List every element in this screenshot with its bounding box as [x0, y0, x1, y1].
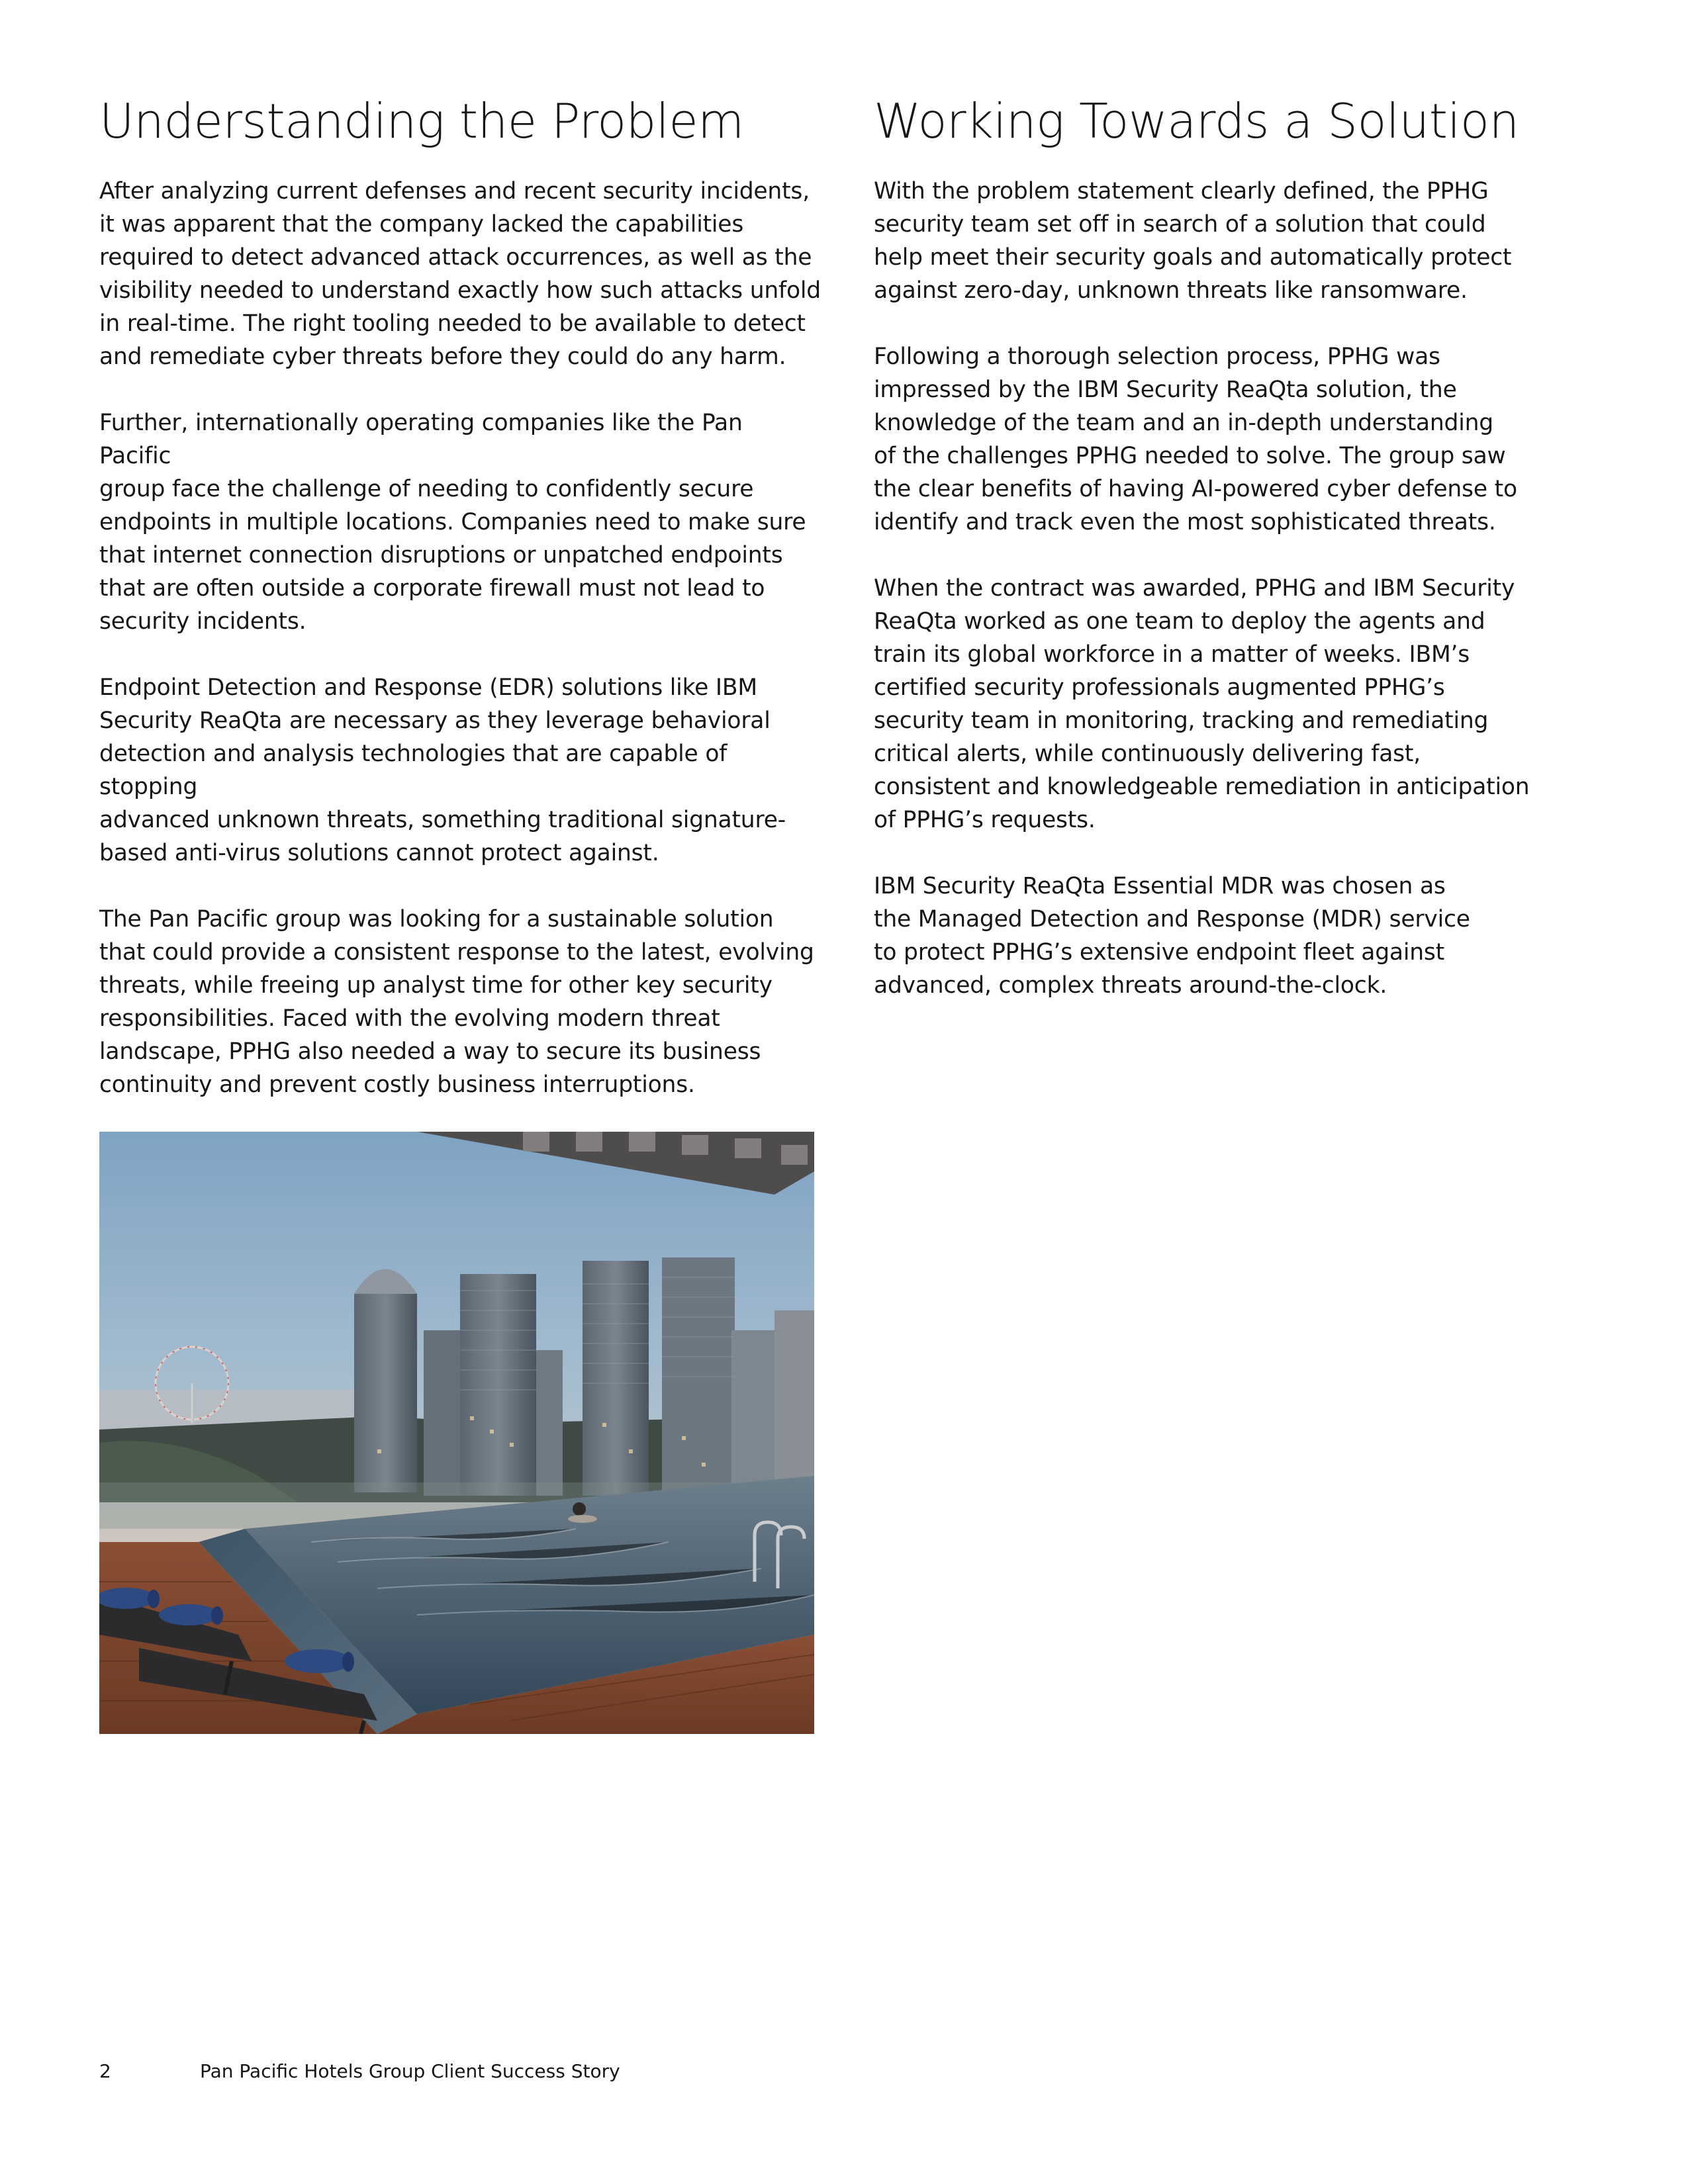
page-number: 2 [99, 2060, 111, 2082]
paragraph: The Pan Pacific group was looking for a sustainable solution that could provide a consistent response to the latest, evolving threats, while freeing up analyst time for other key security responsibilities. Faced with the evolving modern threat landscape, PPHG also needed a way to secure its business continuity and prevent costly business interruptions. [99, 906, 814, 1098]
paragraph: When the contract was awarded, PPHG and IBM Security ReaQta worked as one team to deploy the agents and train its global workforce in a matter of weeks. IBM’s certified security professionals augmented PPHG’s security team in monitoring, tracking and remediating critical alerts, while continuously delivering fast, consistent and knowledgeable remediation in anticipation of PPHG’s requests. [874, 575, 1530, 833]
paragraph: With the problem statement clearly defined, the PPHG security team set off in search of a solution that could help meet their security goals and automatically protect against zero-day, unknown threats like ransomware. [874, 178, 1512, 304]
left-column [99, 91, 821, 1134]
paragraph: After analyzing current defenses and recent security incidents, it was apparent that the company lacked the capabilities required to detect advanced attack occurrences, as well as the visibility needed to understand exactly how such attacks unfold in real-time. The right tooling needed to be available to detect and remediate cyber threats before they could do any harm. [99, 178, 821, 370]
section-title-understanding: Understanding the Problem [99, 93, 744, 149]
paragraph: Endpoint Detection and Response (EDR) solutions like IBM Security ReaQta are necessary as they leverage behavioral detection and analysis technologies that are capable of stopping advanced unknown threats, something traditional signature- based anti-virus solutions cannot protect against. [99, 674, 786, 866]
paragraph: Following a thorough selection process, PPHG was impressed by the IBM Security ReaQta solution, the knowledge of the team and an in-depth understanding of the challenges PPHG needed to solve. The group saw the clear benefits of having AI-powered cyber defense to identify and track even the most sophisticated threats. [874, 343, 1517, 535]
paragraph: IBM Security ReaQta Essential MDR was chosen as the Managed Detection and Response (MDR) service to protect PPHG’s extensive endpoint fleet against advanced, complex threats around-the-clock. [874, 873, 1470, 999]
right-column [874, 91, 1595, 1035]
paragraph: Further, internationally operating companies like the Pan Pacific group face the challenge of needing to confidently secure endpoints in multiple locations. Companies need to make sure that internet connection disruptions or unpatched endpoints that are often outside a corporate firewall must not lead to security incidents. [99, 410, 806, 635]
section-title-solution: Working Towards a Solution [874, 93, 1519, 149]
footer-document-title: Pan Pacific Hotels Group Client Success Story [200, 2060, 620, 2082]
rooftop-pool-photo [99, 1132, 814, 1734]
